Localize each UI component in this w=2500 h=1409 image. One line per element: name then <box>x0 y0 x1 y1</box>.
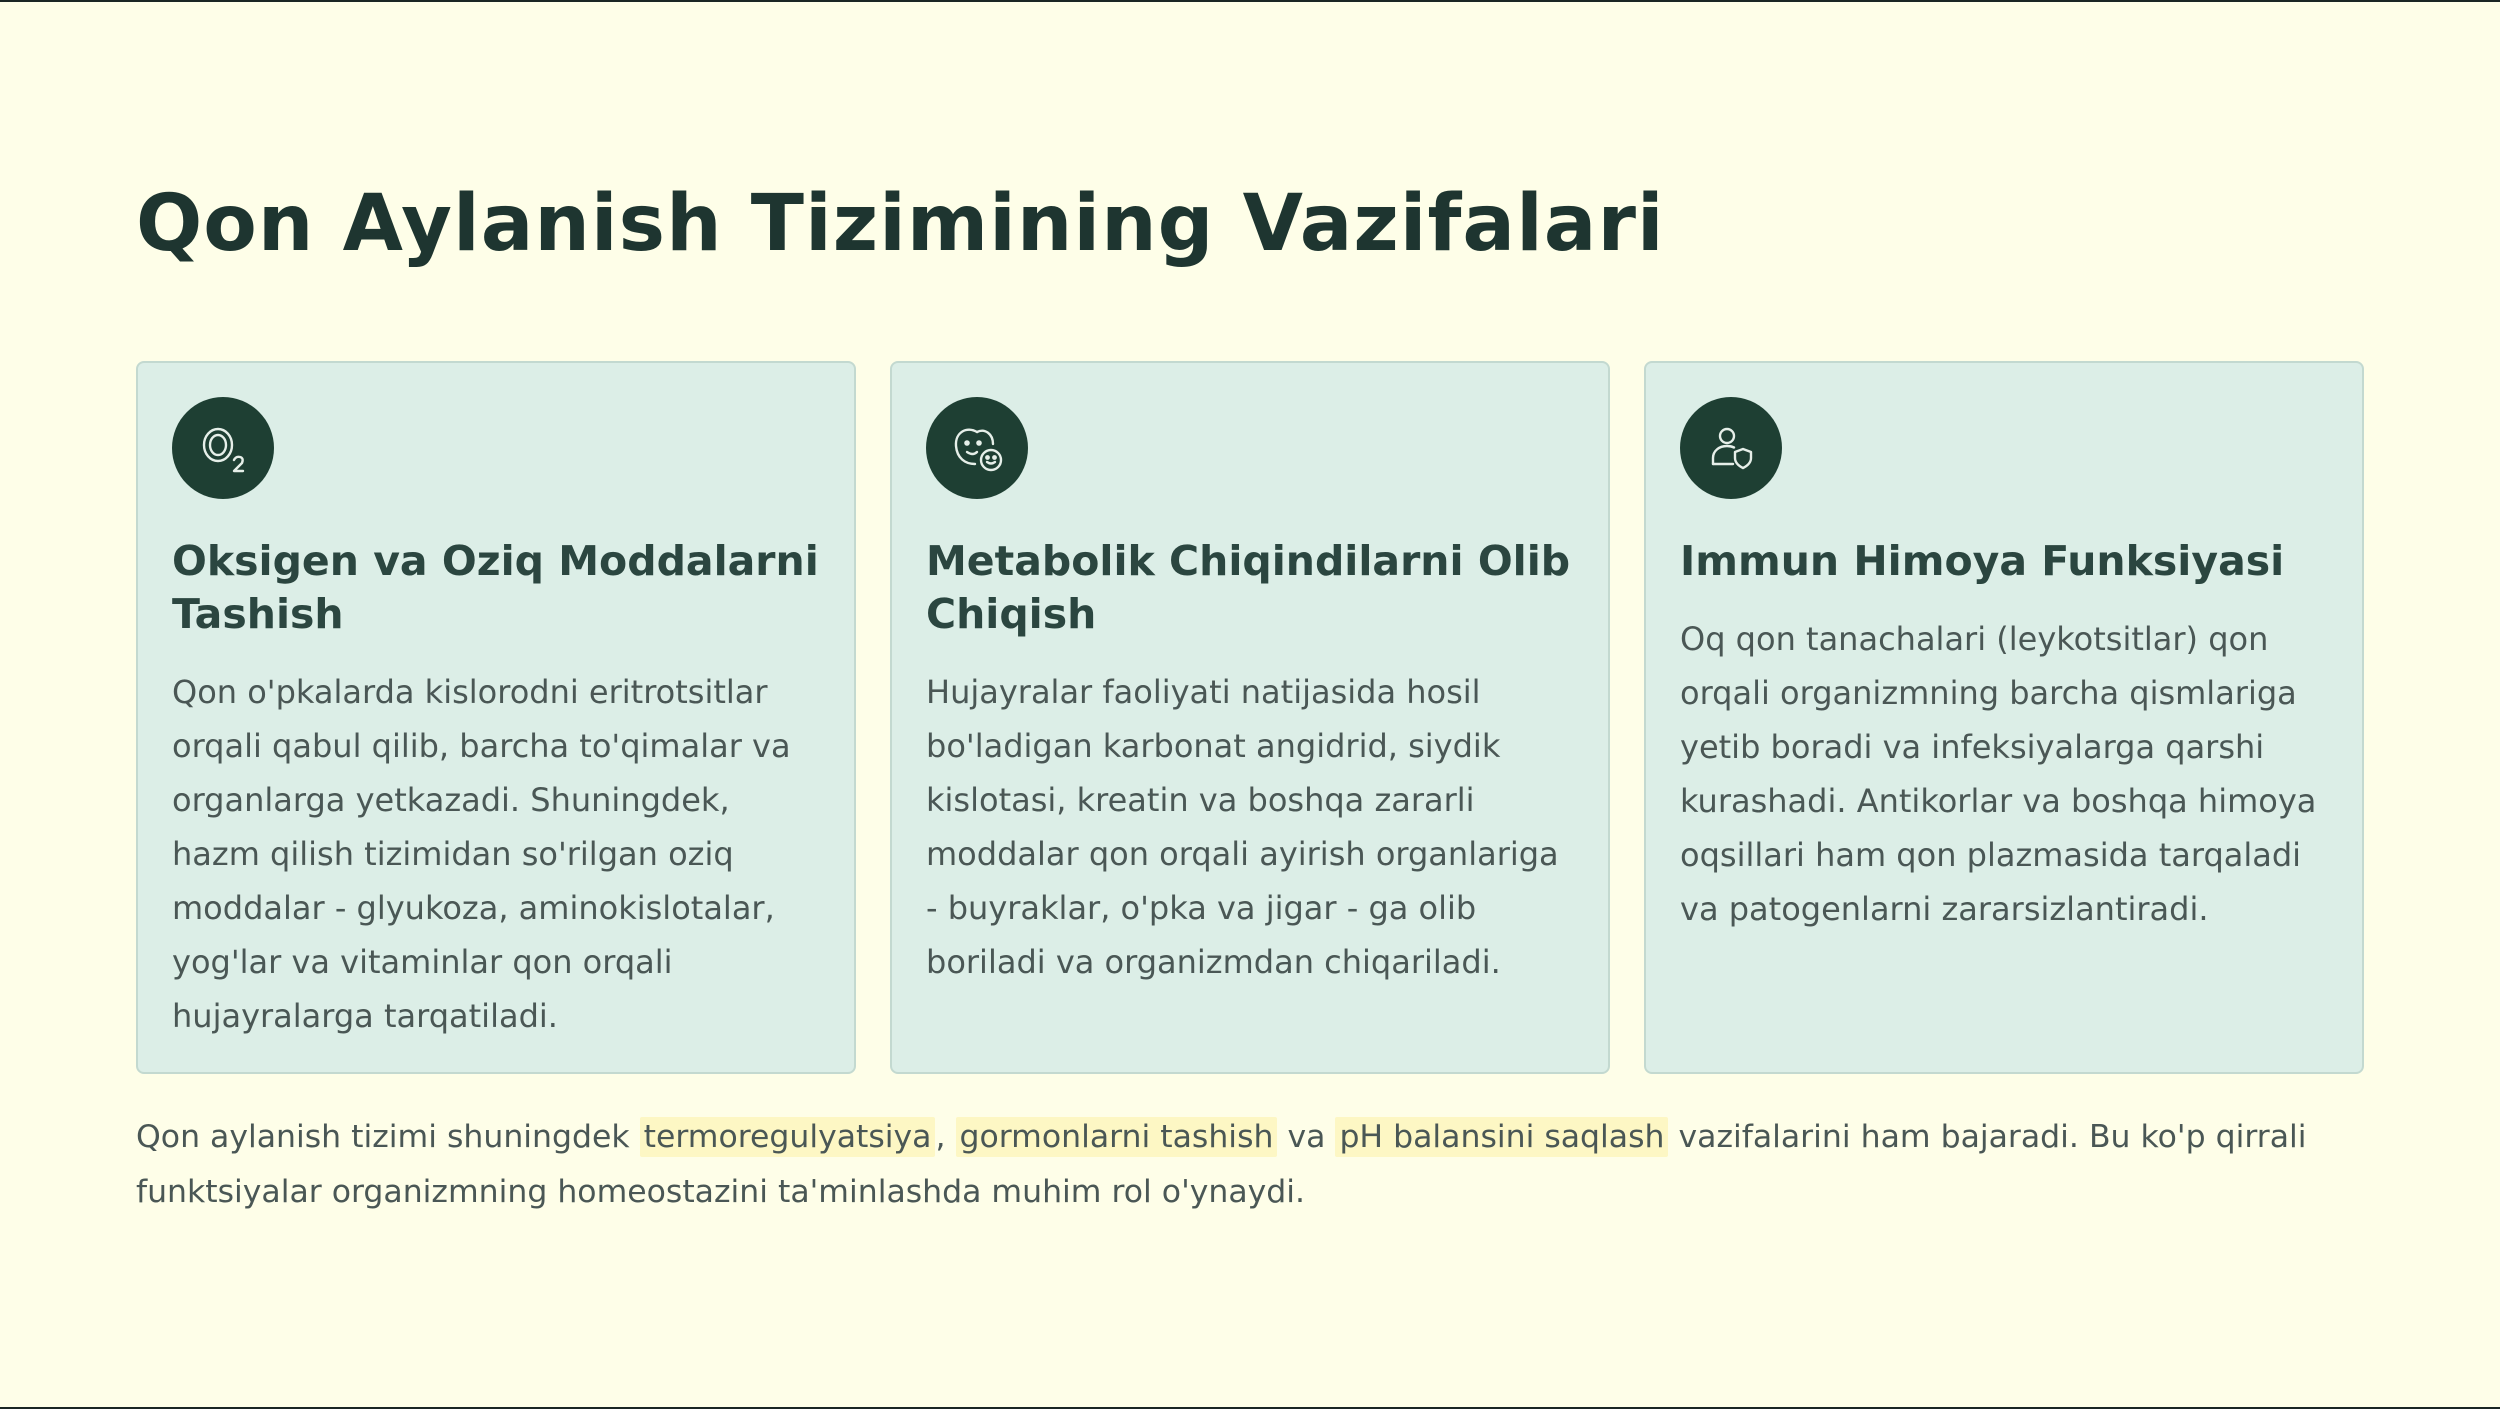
page-title: Qon Aylanish Tizimining Vazifalari <box>136 179 1665 269</box>
icon-badge <box>1680 397 1782 499</box>
user-shield-icon <box>1701 418 1761 478</box>
summary-separator: , <box>935 1119 956 1155</box>
top-rule <box>0 0 2500 2</box>
card-text: Hujayralar faoliyati natijasida hosil bo'ladigan karbonat angidrid, siydik kislotasi, kreatin va boshqa zararli moddalar qon orqali ayirish organlariga - buyraklar, o'pka va jigar - ga olib boriladi va organizmdan chiqariladi. <box>926 673 1559 981</box>
card-waste-removal <box>890 361 1610 1074</box>
card-title: Oksigen va Oziq Moddalarni Tashish <box>172 537 819 638</box>
icon-badge <box>926 397 1028 499</box>
summary-separator: va <box>1277 1119 1336 1155</box>
icon-badge <box>172 397 274 499</box>
card-title: Immun Himoya Funksiyasi <box>1680 537 2285 585</box>
summary-intro: Qon aylanish tizimi shuningdek <box>136 1119 640 1155</box>
card-text: Qon o'pkalarda kislorodni eritrotsitlar orqali qabul qilib, barcha to'qimalar va organlarga yetkazadi. Shuningdek, hazm qilish tizimidan so'rilgan oziq moddalar - glyukoza, aminokislotalar, yog'lar va vitaminlar qon orqali hujayralarga tarqatiladi. <box>172 673 791 1035</box>
function-cards <box>136 361 2364 1074</box>
highlight-thermoregulation: termoregulyatsiya <box>640 1117 936 1157</box>
face-smile-icon <box>947 418 1007 478</box>
summary-paragraph <box>136 1110 2376 1220</box>
highlight-ph-balance: pH balansini saqlash <box>1335 1117 1668 1157</box>
oxygen-icon <box>193 418 253 478</box>
card-oxygen-transport <box>136 361 856 1074</box>
card-title: Metabolik Chiqindilarni Olib Chiqish <box>926 537 1571 638</box>
card-immune-defense <box>1644 361 2364 1074</box>
card-text: Oq qon tanachalari (leykotsitlar) qon orqali organizmning barcha qismlariga yetib boradi va infeksiyalarga qarshi kurashadi. Antikorlar va boshqa himoya oqsillari ham qon plazmasida tarqaladi va patogenlarni zararsizlantiradi. <box>1680 620 2317 928</box>
summary-outro: vazifalarini ham bajaradi. Bu ko'p qirrali funktsiyalar organizmning homeostazini ta'minlashda muhim rol o'ynaydi. <box>136 1119 2307 1210</box>
highlight-hormone-transport: gormonlarni tashish <box>956 1117 1278 1157</box>
